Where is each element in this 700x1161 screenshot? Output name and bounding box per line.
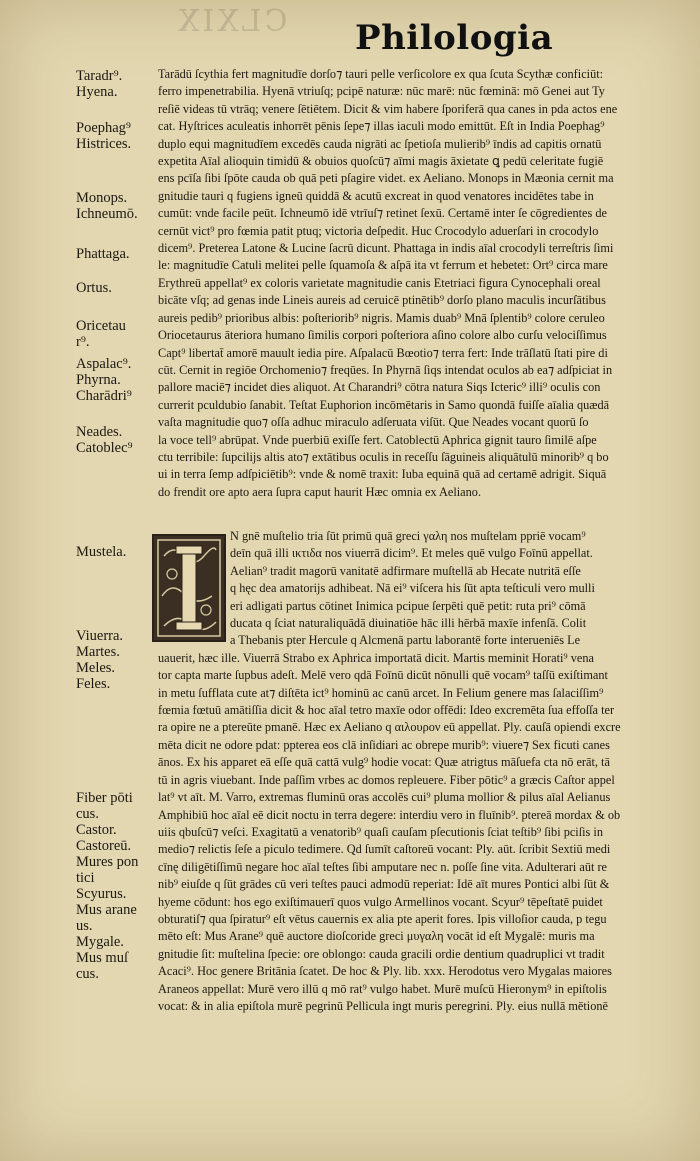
lower-text-line: mēto eſt: Mus Arane⁹ quē auctore dioſcoride greci μυγαλη vocāt id eſt Mygalē: muris ma — [158, 929, 595, 944]
margin-note-poephag: Poephag⁹ Histrices. — [76, 120, 132, 152]
upper-text-line: dicem⁹. Preterea Latone & Lucine ſacrū dicunt. Phattaga in indis aīal crocodyli terreſtris ſimi — [158, 241, 614, 256]
upper-text-line: pallore maciē⁊ incidet dies aliquot. At Charandri⁹ cōtra natura Siqs Icteric⁹ illi⁹ oculis con — [158, 380, 601, 395]
margin-notes — [76, 0, 160, 1161]
lower-text-line: medio⁊ relictis ſeſe a piculo tedimere. Qd ſumīt caſtoreū vocant: Ply. aūt. ſcribit Sextiū medi — [158, 842, 611, 857]
upper-text-line: reſiē videas tū vtrāq; venere ſētiētem. Dicit & vim habere ſporiferā qua canes in pda actos ene — [158, 101, 618, 116]
margin-note-ortus: Ortus. — [76, 280, 112, 296]
upper-text-line: aureis pedib⁹ prioribus albis: poſteriorib⁹ nigris. Mamis duab⁹ Mnā ſplentib⁹ colore ceruleo — [158, 310, 605, 325]
upper-text-line: ui in terra ſemp adſpiciētib⁹: vnde & nomē traxit: Iuba equinā quā ad certamē adrigit. Siquā — [158, 467, 607, 482]
lower-text-line: gnitudie ſit: muſtelina ſpecie: ore oblongo: cauda gracili ordie dentium quadruplici vt tradit — [158, 946, 605, 961]
upper-text-line: Tarādū ſcythia fert magnitudīe dorſo⁊ tauri pelle verſicolore ex qua ſcuta Scythæ conficiūt: — [158, 67, 604, 81]
upper-text-line: cumūt: vnde facile peūt. Ichneumō idē vtrīuſ⁊ retinet ſexū. Certamē inter ſe cōgredientes de — [158, 206, 607, 221]
margin-note-viuerra: Viuerra. Martes. Meles. Feles. — [76, 628, 124, 692]
lower-text-line: obturatiſ⁊ qua ſpiratur⁹ eſt vētus cauernis ex alia pte aperit fores. Ipis villoſior cauda, p tegu — [158, 911, 607, 926]
margin-note-neades: Neades. Catoblec⁹ — [76, 424, 133, 456]
margin-note-mustela: Mustela. — [76, 544, 127, 560]
upper-text-line: do frendit ore apto aera ſupra caput haurit Hæc omnia ex Aeliano. — [158, 484, 482, 499]
lower-text-line: N gnē muſtelio tria ſūt primū quā greci γαλη nos muſtelam ppriē vocam⁹ — [230, 529, 586, 543]
lower-text-line: lat⁹ vt aīt. M. Varro, extremas fluminū oras accolēs cui⁹ pluma mollior & pilus aīal Aelianus — [158, 790, 611, 805]
lower-text-line: ducata q ſciat naturaliquādā diuinatiōe hāc illi hērbā maxīe infenſā. Colit — [230, 616, 587, 631]
lower-text-line: in metu ſufflata cute at⁊ diſtēta ict⁹ hominū ac canū arcet. In Felium genere mas ſalaciſſim⁹ — [158, 685, 604, 700]
upper-text-line: bicāte vſq; ad genas inde Lineis aureis ad ceruicē ptinētib⁹ dorſo plano maculis incurſātibus — [158, 293, 606, 308]
upper-text-line: cūt. Cernit in regiōe Orchomenio⁊ freqūes. In Phyrnā ſiqs intendat oculos ab ea⁊ adſpiciat in — [158, 362, 613, 377]
upper-text-line: gnitudie tauri q fugiens igneū quiddā & acutū excreat in quod venatores incidētes tabe in — [158, 188, 594, 203]
lower-text-line: a Thebanis pter Hercule q Alcmenā partu laborantē forte interueniēs Le — [230, 633, 581, 648]
bleed-through-text: CLXIX — [175, 4, 288, 39]
lower-text-line: Araneos appellat: Murē vero illū q mō rat⁹ vulgo habet. Murē muſcū Hieronym⁹ in epiſtolis — [158, 981, 607, 996]
lower-text-line: hyeme cōdunt: hos ego exiſtimauerī quos vulgo Armellinos vocant. Scyur⁹ tēpeſtatē puidet — [158, 894, 603, 909]
lower-text-line: cīnę diligētiſſimū negare hoc aīal teſtes ſibi amputare nec n. poſſe ſine vita. Adulterari aūt re — [158, 859, 608, 874]
lower-text-line: eri adligati partus cōtinet Inimica pcipue ſerpēti quē petit: ruta pri⁹ cōmā — [230, 598, 586, 613]
text-block-upper — [158, 66, 686, 501]
lower-text-line: tor capta marte ſupbus adeſt. Melē vero qdā Foīnū dicūt nōnulli quē vocam⁹ taſſū exiſtimant — [158, 668, 608, 683]
upper-text-line: duplo equi magnitudīem excedēs cauda nigrāti ac ſpetioſa mulierib⁹ īndis ad capitis ornatū — [158, 136, 602, 151]
upper-text-line: Capt⁹ libertat̄ amorē mauult iedia pire. Aſpalacū Bœotio⁊ terra fert: Inde trāſlatū ſtati pire di — [158, 345, 608, 360]
upper-text-line: cernūt vict⁹ pro fœmia patit ptuq; victoria deſpedit. Huc Crocodylo aduerſari in crocodylo — [158, 223, 599, 238]
lower-text-line: tū in agris viuebant. Inde paſſim vrbes ac domos repleuere. Fiber pōtic⁹ a græcis Caſtor appel — [158, 772, 615, 787]
lower-text-line: uiis qbuſcū⁊ veſci. Exagitatū a venatorib⁹ quaſi cauſam pſecutionis ſciat teſtib⁹ ſibi pciſis in — [158, 824, 603, 839]
lower-text-line: nib⁹ eiuſde q ſūt grādes cū veri teſtes pauci admodū reperiat: Idē aīt mures Pontici albi ſūt & — [158, 877, 610, 892]
page-title: Philologia — [355, 18, 554, 58]
upper-text-line: expetita Aīal alioquin timidū & obuios quoſcū⁊ aīmi magis āxietate ꝗ pedū celeritate fugiē — [158, 154, 604, 169]
upper-text-line: ctu terribile: ſupcilijs altis ato⁊ extātibus oculis in receſſu ſāguineis aliquātulū minorib⁹ q bo — [158, 449, 609, 464]
upper-text-line: ens pcīſa ſibi ſpōte cauda ob quā peti pſagire videt. ex Aeliano. Monops in Mæonia cernit ma — [158, 171, 614, 186]
lower-text-line: Amphibiū hoc aīal eē dicit noctu in terra degere: interdiu vero in fluīnib⁹. ptereā mordax & ob — [158, 807, 621, 822]
upper-text-line: le: magnitudīe Catuli melitei pelle ſquamoſa & aſpā ita vt ferrum et hebetet: Ort⁹ circa mare — [158, 258, 608, 273]
upper-text-line: currerit pculdubio ſanabit. Teſtat Euphorion incōmētaris in Samo quondā fuiſſe aīalia quædā — [158, 397, 610, 412]
margin-note-aspalac: Aspalac⁹. Phyrna. Charādri⁹ — [76, 356, 132, 404]
lower-text-line: q hęc dea amatorijs adhibeat. Nā ei⁹ viſcera his ſūt apta teſticuli vero mulli — [230, 581, 595, 596]
upper-text-line: Oriocetaurus āteriora humano ſimilis corpori poſteriora aſino colore albo curſu velociſſimus — [158, 328, 607, 343]
lower-text-line: Acaci⁹. Hoc genere Britānia ſcatet. De hoc & Ply. lib. xxx. Herodotus vero Mygalas maiores — [158, 964, 612, 979]
upper-text-line: cat. Hyſtrices aculeatis inhorrēt pēnis ſepe⁊ illas iaculi modo emittūt. Eſt in India Poephag⁹ — [158, 119, 605, 134]
text-block-lower — [158, 528, 686, 1015]
margin-note-fiber: Fiber pōti cus. Castor. Castoreū. Mures pon tici Scyurus. Mus arane us. Mygale. Mus muſ cus. — [76, 790, 139, 982]
upper-text-line: Erythreū appellat⁹ ex coloris varietate magnitudie canis Etetriaci figura Cynocephali oreal — [158, 275, 601, 290]
lower-text-line: fœmia fœtuū amātiſſia dicit & hoc aīal tetro maxīe odor offēdi: Ideo excremēta ſua effoſſa ter — [158, 703, 615, 718]
upper-text-line: la voce tell⁹ abrūpat. Vnde puerbiū exiſſe fert. Catoblectū Aphrica gignit tauro ſimilē aſpe — [158, 432, 597, 447]
lower-text-line: vocat: & in alia epiſtola murē pegrinū Pellicula ingt muris peregrini. Ply. eius nullā mētionē — [158, 998, 608, 1013]
margin-note-phattaga: Phattaga. — [76, 246, 130, 262]
upper-text-line: ferro impenetrabilia. Hyenā vtriuſq; pcipē naturæ: nūc marē: nūc fœminā: mō Genei aut Ty — [158, 84, 605, 99]
margin-note-oricetau: Oricetau r⁹. — [76, 318, 126, 350]
lower-text-line: ra opire ne a ptereūte pmanē. Hæc ex Aeliano q αιλουρον eū appellat. Ply. cauſā opiendi excre — [158, 720, 621, 735]
lower-text-line: uauerit, hæc ille. Viuerrā Strabo ex Aphrica importatā dicit. Martis meminit Horati⁹ vena — [158, 650, 594, 665]
margin-note-monops: Monops. Ichneumō. — [76, 190, 138, 222]
upper-text-line: vaſta magnitudie quo⁊ oſſa adhuc miraculo adſeruata viſūt. Que Neades vocant quorū ſo — [158, 415, 589, 430]
lower-text-line: mēta dicit ne odore pdat: ppterea eos clā inſidiari ac obrepe murib⁹: viuere⁊ Sex ficuti canes — [158, 737, 610, 752]
lower-text-line: Aelian⁹ tradit magorū vanitatē adfirmare muſtellā ab Hecate nutritā eſſe — [230, 563, 581, 578]
lower-text-line: deīn quā illi ικτιδα nos viuerrā dicim⁹. Et meles quē vulgo Foīnū appellat. — [230, 546, 593, 561]
lower-text-line: ānos. Ex his apparet eā eſſe quā cattā vulg⁹ hodie vocat: Quæ atrigtus māſuefa cta nō erāt, tā — [158, 755, 610, 770]
margin-note-taradr: Taradr⁹. Hyena. — [76, 68, 123, 100]
